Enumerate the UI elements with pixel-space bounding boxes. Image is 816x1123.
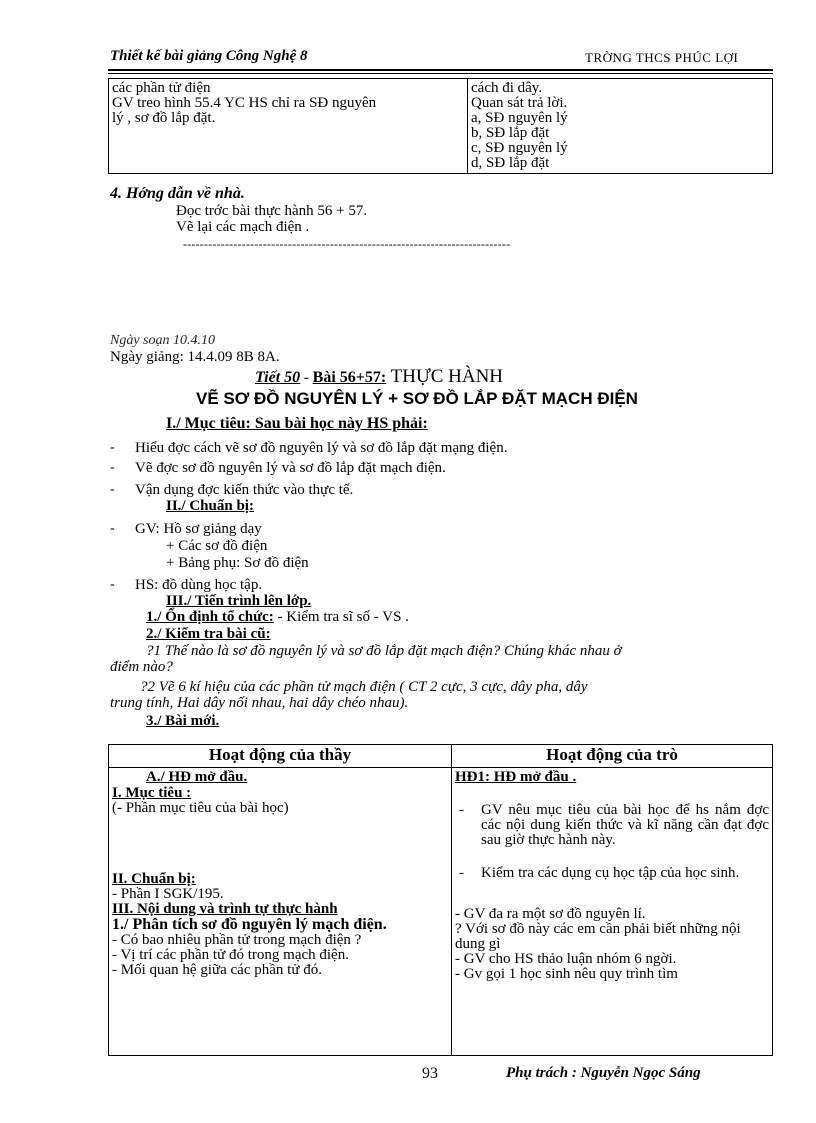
lesson-dash: - [300, 370, 313, 386]
separator: ------------------------------------------------------------------------------ [183, 237, 511, 251]
teacher-obj-heading: I. Mục tiêu : [112, 785, 192, 801]
student-bullets [455, 803, 769, 881]
homework-title: 4. Hớng dẫn về nhà. [110, 185, 245, 202]
student-bullet: - Kiểm tra các dụng cụ học tập của học sinh. [455, 866, 769, 881]
teacher-analysis-item: - Vị trí các phần tử đó trong mạch điện. [112, 947, 349, 963]
continuation-right-cell [468, 79, 773, 174]
teacher-content-heading: III. Nội dung và trình tự thực hành [112, 901, 338, 917]
teacher-analysis-heading: 1./ Phân tích sơ đồ nguyên lý mạch điện. [112, 916, 387, 933]
header-divider [108, 69, 773, 71]
homework-line: Đọc trớc bài thực hành 56 + 57. [176, 203, 368, 219]
process-step-2: 2./ Kiểm tra bài cũ: [146, 626, 271, 642]
objective-item: Vận dụng đợc kiến thức vào thực tế. [135, 482, 354, 498]
bullet-mark: - [110, 577, 115, 592]
table-line: c, SĐ nguyên lý [471, 140, 568, 156]
table-line: cách đi dây. [471, 80, 543, 96]
prep-gv: + Bảng phụ: Sơ đồ điện [166, 555, 309, 571]
objectives-heading-text: I./ Mục tiêu: Sau bài học này HS phải: [166, 415, 428, 432]
header-title: Thiết kế bài giảng Công Nghệ 8 [110, 48, 308, 64]
bullet-mark: - [110, 440, 115, 455]
table-line: các phần tử điện [112, 80, 211, 96]
lesson-number: Bài 56+57: [312, 369, 387, 386]
table-line: a, SĐ nguyên lý [471, 110, 568, 126]
col-teacher: Hoạt động của thầy [109, 745, 452, 768]
page-number: 93 [422, 1065, 438, 1082]
prep-hs: HS: đồ dùng học tập. [135, 577, 263, 593]
teacher-cell [109, 768, 452, 1056]
question-1: ?1 Thế nào là sơ đồ nguyên lý và sơ đồ lắp đặt mạch điện? Chúng khác nhau ở [146, 643, 622, 659]
objectives-heading [166, 415, 428, 433]
question-2-cont: trung tính, Hai dây nối nhau, hai dây chéo nhau). [110, 695, 409, 711]
spacer [455, 881, 769, 907]
question-2: ?2 Vẽ 6 kí hiệu của các phần tử mạch điện ( CT 2 cực, 3 cực, dây pha, dây [140, 679, 588, 695]
table-line: lý , sơ đồ lắp đặt. [112, 110, 216, 126]
teacher-analysis-item: - Có bao nhiêu phần tử trong mạch điện ? [112, 932, 362, 948]
prep-date: Ngày soạn 10.4.10 [110, 333, 215, 348]
lesson-period: Tiết 50 [255, 369, 301, 386]
lesson-title [255, 366, 503, 388]
student-cell [452, 768, 773, 1056]
preparation-heading: II./ Chuẩn bị: [166, 498, 254, 514]
teacher-prep-text: - Phần I SGK/195. [112, 886, 224, 902]
table-line: GV treo hình 55.4 YC HS chỉ ra SĐ nguyên [112, 95, 377, 111]
spacer [112, 816, 448, 872]
prep-gv: + Các sơ đồ điện [166, 538, 268, 554]
lesson-practice: THỰC HÀNH [386, 366, 504, 387]
step-1-label: 1./ Ổn định tổ chức: [146, 609, 274, 625]
step-1-text: - Kiểm tra sĩ số - VS . [273, 609, 409, 625]
table-line: b, SĐ lắp đặt [471, 125, 550, 141]
col-student: Hoạt động của trò [452, 745, 773, 768]
teacher-obj-text: (- Phần mục tiêu của bài học) [112, 800, 289, 816]
teacher-a-heading: A./ HĐ mở đầu. [146, 769, 248, 785]
footer-author: Phụ trách : Nguyễn Ngọc Sáng [506, 1065, 701, 1081]
header-school: TRỜNG THCS PHÚC LỢI [585, 50, 739, 65]
continuation-table [108, 78, 773, 174]
process-step-1 [146, 609, 409, 625]
objective-item: Hiểu đợc cách vẽ sơ đồ nguyên lý và sơ đồ lắp đặt mạng điện. [135, 440, 508, 456]
bullet-mark: - [110, 482, 115, 497]
student-hd-heading: HĐ1: HĐ mở đầu . [455, 769, 577, 785]
question-1-cont: điểm nào? [110, 659, 173, 675]
table-line: d, SĐ lắp đặt [471, 155, 550, 171]
process-step-3: 3./ Bài mới. [146, 713, 220, 729]
prep-gv: GV: Hồ sơ giảng dạy [135, 521, 262, 537]
continuation-left-cell [109, 79, 468, 174]
teacher-prep-heading: II. Chuẩn bị: [112, 871, 196, 887]
lesson-subtitle: VẼ SƠ ĐỒ NGUYÊN LÝ + SƠ ĐỒ LẮP ĐẶT MẠCH ĐIỆN [196, 389, 638, 408]
homework-line: Vẽ lại các mạch điện . [176, 219, 310, 235]
teacher-analysis-item: - Mối quan hệ giữa các phần tử đó. [112, 962, 322, 978]
process-heading: III./ Tiến trình lên lớp. [166, 593, 312, 609]
student-line: ? Với sơ đồ này các em cần phải biết những nội dung gì [455, 921, 741, 952]
table-line: Quan sát trả lời. [471, 95, 568, 111]
student-bullet: - GV nêu mục tiêu của bài học để hs nắm đợc các nội dung kiến thức và kĩ năng cần đạt đợc sau giờ thực hành này. [455, 803, 769, 848]
student-line: - GV cho HS thảo luận nhóm 6 ngời. [455, 951, 677, 967]
activity-table [108, 744, 773, 1056]
student-line: - GV đa ra một sơ đồ nguyên lí. [455, 906, 646, 922]
teach-date: Ngày giảng: 14.4.09 8B 8A. [110, 349, 280, 365]
student-line: - Gv gọi 1 học sinh nêu quy trình tìm [455, 966, 678, 982]
bullet-mark: - [110, 460, 115, 475]
bullet-mark: - [110, 521, 115, 536]
spacer [455, 785, 769, 803]
header-divider-thin [108, 73, 773, 74]
objective-item: Vẽ đợc sơ đồ nguyên lý và sơ đồ lắp đặt mạch điện. [135, 460, 446, 476]
